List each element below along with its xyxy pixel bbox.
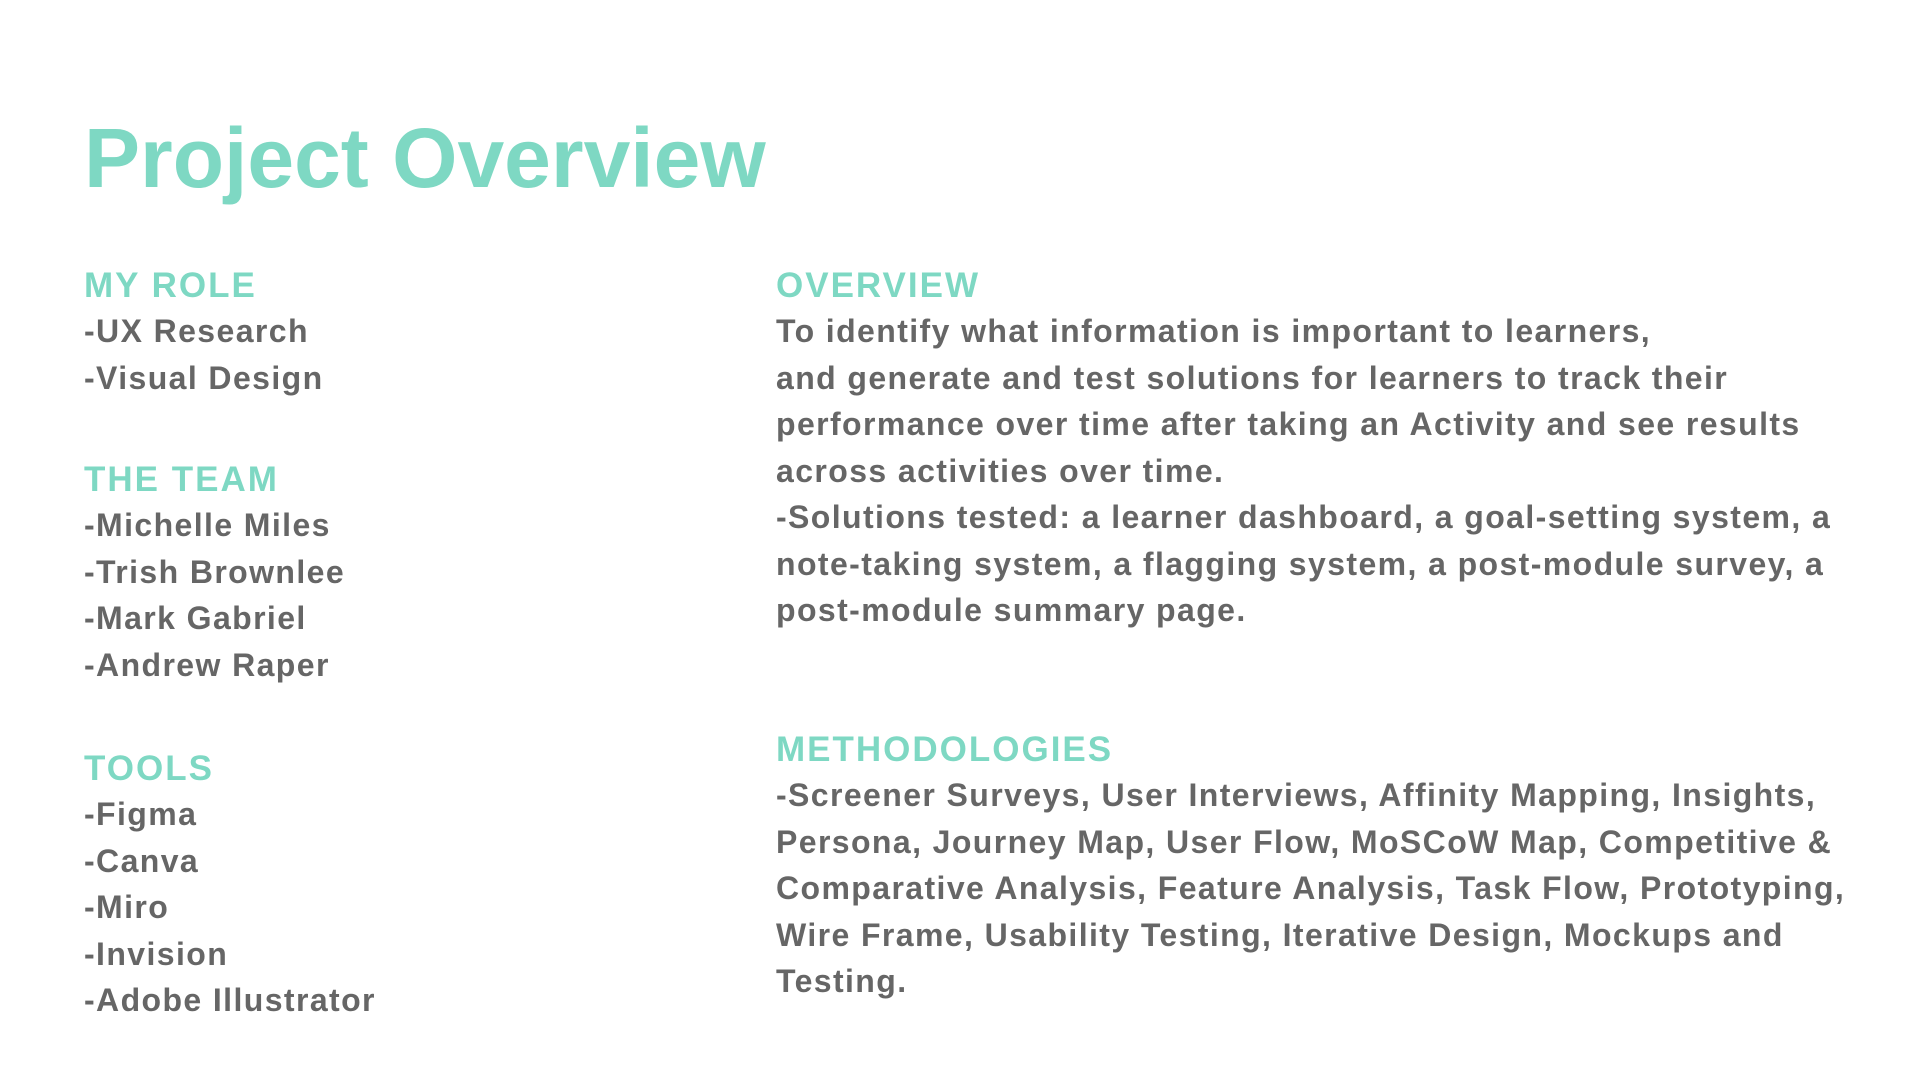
list-item: -Canva [84,842,200,879]
overview-line: performance over time after taking an Activity and see results [776,406,1801,442]
overview-text [776,308,1831,634]
methodologies-text [776,772,1845,1005]
methodologies-line: Wire Frame, Usability Testing, Iterative Design, Mockups and [776,916,1784,953]
overview-section [776,264,1831,634]
list-item: -Andrew Raper [84,646,330,683]
methodologies-line: Persona, Journey Map, User Flow, MoSCoW Map, Competitive & [776,823,1833,860]
methodologies-section [776,728,1845,1005]
overview-line: note-taking system, a flagging system, a post-module survey, a [776,545,1825,582]
my-role-list [84,308,324,401]
list-item: -Figma [84,796,198,832]
list-item: -Invision [84,935,229,972]
tools-heading: TOOLS [84,749,214,788]
page-title: Project Overview [84,111,766,205]
list-item: -Michelle Miles [84,507,331,543]
list-item: -Visual Design [84,359,324,396]
list-item: -Trish Brownlee [84,553,346,590]
list-item: -Miro [84,889,170,925]
overview-line: across activities over time. [776,452,1225,489]
list-item: -Mark Gabriel [84,600,307,636]
team-heading: THE TEAM [84,460,279,499]
overview-line: and generate and test solutions for learners to track their [776,359,1729,396]
overview-heading: OVERVIEW [776,266,981,305]
my-role-section [84,264,324,401]
methodologies-line: -Screener Surveys, User Interviews, Affinity Mapping, Insights, [776,777,1817,813]
overview-line: To identify what information is important to learners, [776,313,1652,349]
list-item: -Adobe Illustrator [84,982,376,1018]
overview-line: post-module summary page. [776,592,1247,628]
tools-list [84,791,376,1024]
team-list [84,502,345,688]
tools-section [84,747,376,1024]
overview-line: -Solutions tested: a learner dashboard, a goal-setting system, a [776,499,1832,535]
methodologies-heading: METHODOLOGIES [776,730,1114,769]
methodologies-line: Comparative Analysis, Feature Analysis, Task Flow, Prototyping, [776,870,1846,906]
list-item: -UX Research [84,313,309,349]
team-section [84,458,345,688]
my-role-heading: MY ROLE [84,266,257,305]
methodologies-line: Testing. [776,963,908,999]
